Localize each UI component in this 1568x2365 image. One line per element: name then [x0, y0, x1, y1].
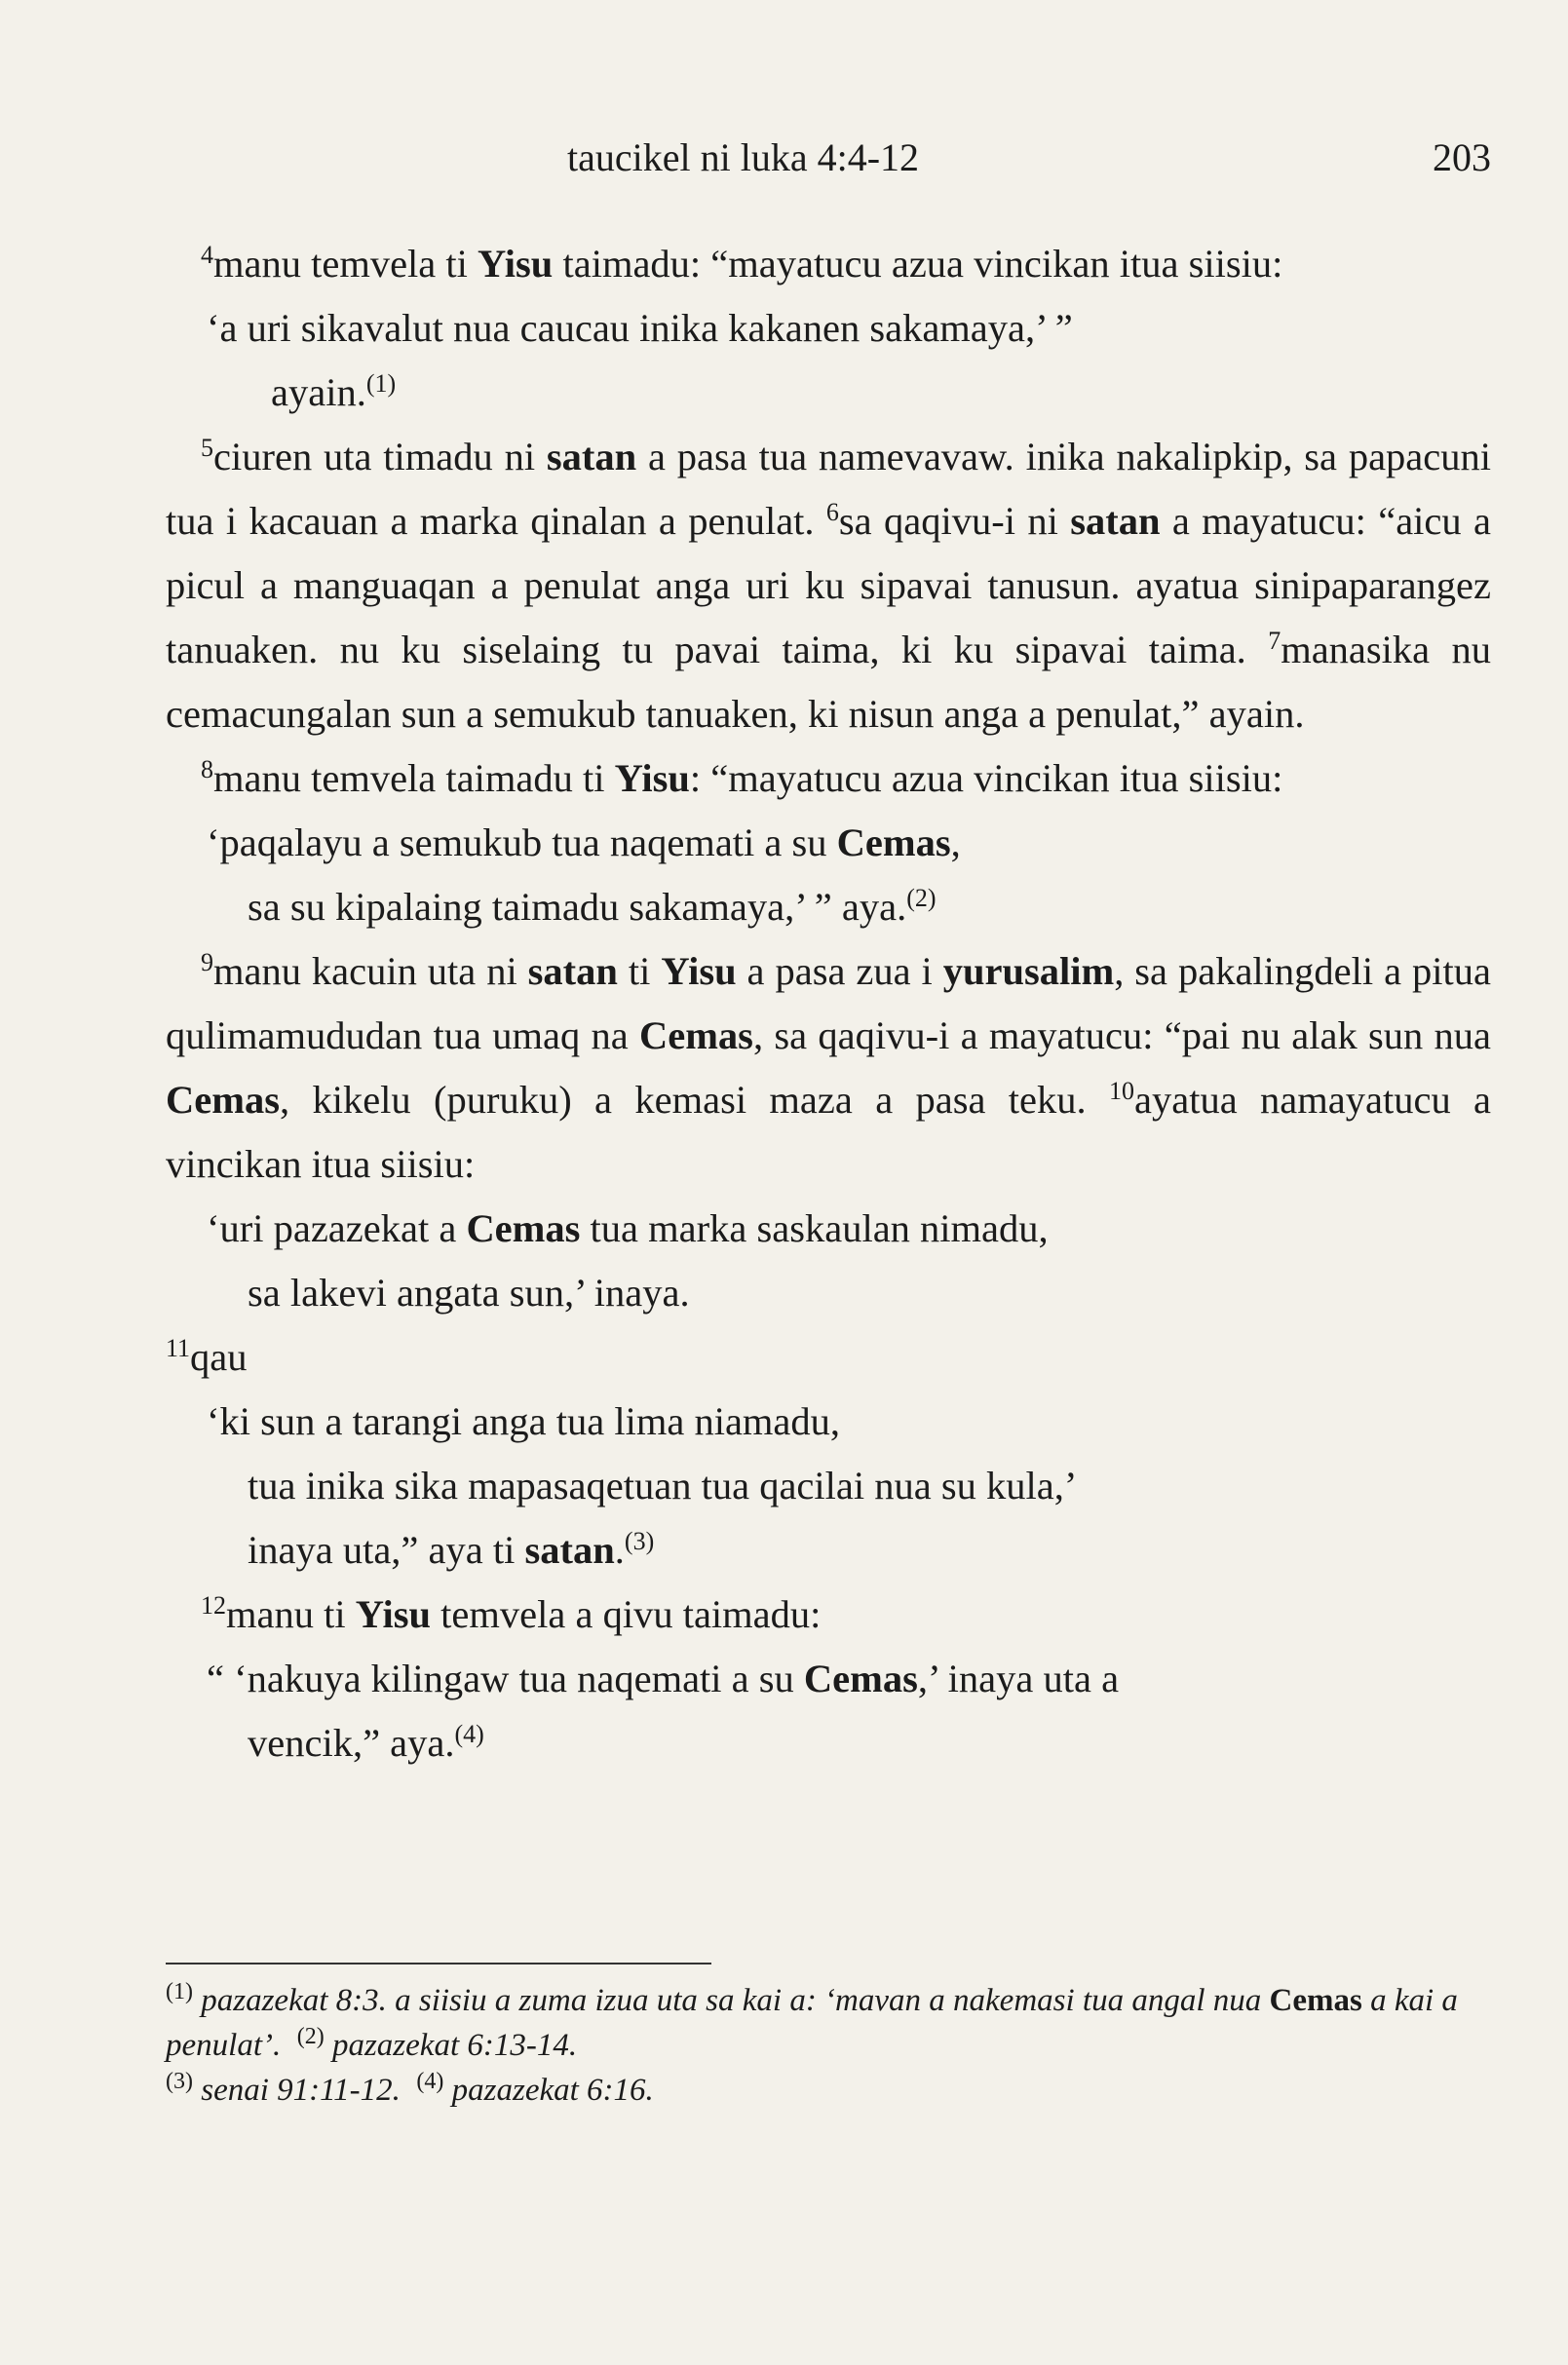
quote-line: inaya uta,” aya ti satan.$^{(3)}$ [248, 1527, 655, 1572]
running-header [166, 134, 1491, 193]
quote-line: ‘uri pazazekat a Cemas tua marka saskaulan nimadu, [207, 1206, 1049, 1250]
quote-line: “ ‘nakuya kilingaw tua naqemati a su Cemas,’ inaya uta a [207, 1657, 1120, 1700]
quote-line: ayain.$^{(1)}$ [271, 369, 397, 414]
quote-line: ‘paqalayu a semukub tua naqemati a su Cemas, [207, 820, 961, 864]
verse-number: 8 [201, 755, 213, 783]
verse-number: 10 [1109, 1077, 1135, 1105]
footnotes [166, 1978, 1491, 2113]
verse-12: $^{12}$manu ti Yisu temvela a qivu taimadu: [201, 1591, 822, 1636]
verse-9-10: $^9$manu kacuin uta ni satan ti Yisu a pasa zua i yurusalim, sa pakalingdeli a pitua qulimamududan tua umaq na Cemas, sa qaqivu-i a mayatucu: “pai nu alak sun nua Cemas, kikelu (puruku) a kemasi maza a pasa teku. $^{10}$ayatua namayatucu a vincikan itua siisiu: [166, 948, 1492, 1186]
verse-4: $^4$manu temvela ti Yisu taimadu: “mayatucu azua vincikan itua siisiu: [201, 241, 1283, 286]
footnote-1: $^{(1)}$ pazazekat 8:3. a siisiu a zuma izua uta sa kai a: ‘mavan a nakemasi tua angal nua Cemas a kai a penulat’. $^{(2)}$ pazazekat 6:13-14. [166, 1979, 1458, 2063]
footnote-ref[interactable]: (3) [624, 1527, 655, 1555]
footnote-ref[interactable]: (1) [365, 369, 397, 398]
quote-line: ‘ki sun a tarangi anga tua lima niamadu, [207, 1399, 841, 1443]
quote-line: vencik,” aya.$^{(4)}$ [248, 1720, 484, 1765]
verse-number: 9 [201, 948, 213, 976]
verse-number: 7 [1268, 627, 1281, 655]
scripture-text [166, 232, 1491, 1775]
quote-line: sa lakevi angata sun,’ inaya. [248, 1271, 690, 1315]
verse-number: 12 [201, 1591, 226, 1620]
quote-line: sa su kipalaing taimadu sakamaya,’ ” aya.$^{(2)}$ [248, 884, 937, 929]
footnote-ref[interactable]: (4) [454, 1720, 484, 1748]
verse-5-6-7: $^5$ciuren uta timadu ni satan a pasa tua namevavaw. inika nakalipkip, sa papacuni tua i kacauan a marka qinalan a penulat. $^6$sa qaqivu-i ni satan a mayatucu: “aicu a picul a manguaqan a penulat anga uri ku sipavai tanusun. ayatua sinipaparangez tanuaken. nu ku siselaing tu pavai taima, ki ku sipavai taima. $^7$manasika nu cemacungalan sun a semukub tanuaken, ki nisun anga a penulat,” ayain. [166, 434, 1492, 736]
verse-11: $^{11}$qau [166, 1334, 248, 1379]
quote-line: tua inika sika mapasaqetuan tua qacilai nua su kula,’ [248, 1464, 1078, 1507]
verse-number: 6 [825, 498, 839, 526]
verse-number: 11 [166, 1334, 191, 1362]
footnote-ref[interactable]: (2) [906, 884, 937, 912]
quote-line: ‘a uri sikavalut nua caucau inika kakanen sakamaya,’ ” [207, 306, 1073, 350]
footnote-divider [166, 1963, 711, 1964]
verse-number: 4 [201, 241, 213, 269]
page-number: 203 [1433, 135, 1491, 179]
verse-number: 5 [201, 434, 213, 462]
footnote-3-4: $^{(3)}$ senai 91:11-12. $^{(4)}$ pazazekat 6:16. [166, 2069, 654, 2108]
verse-8: $^8$manu temvela taimadu ti Yisu: “mayatucu azua vincikan itua siisiu: [201, 755, 1283, 800]
running-title: taucikel ni luka 4:4-12 [567, 135, 920, 179]
